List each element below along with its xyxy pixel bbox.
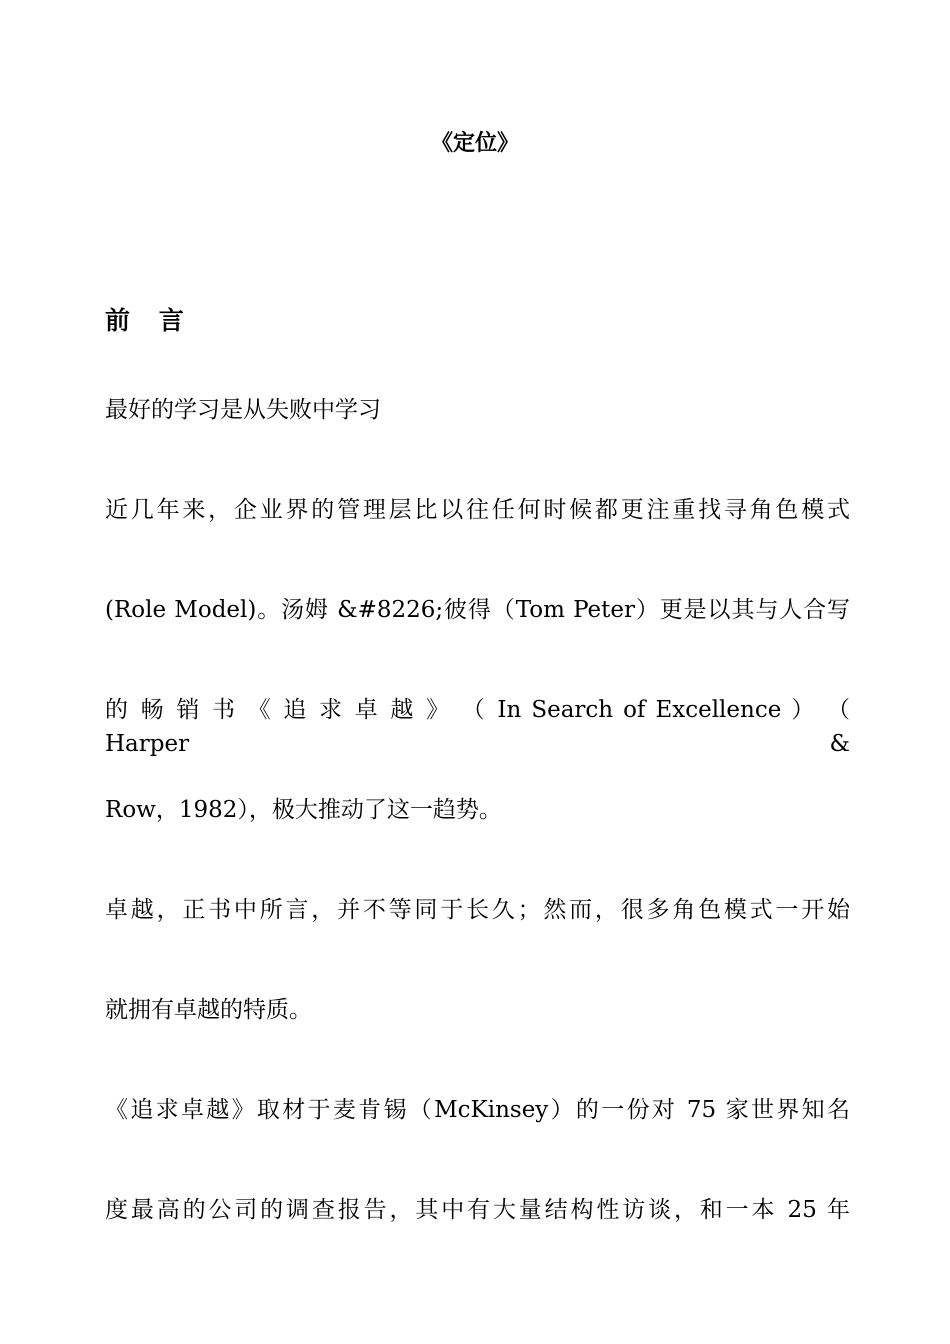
body-line: 度最高的公司的调查报告，其中有大量结构性访谈，和一本 25 年 <box>105 1197 850 1223</box>
body-line: Row，1982），极大推动了这一趋势。 <box>105 797 502 823</box>
document-title: 《定位》 <box>430 130 519 156</box>
body-line: 近几年来，企业界的管理层比以往任何时候都更注重找寻角色模式 <box>105 497 850 523</box>
body-line: 卓越，正书中所言，并不等同于长久；然而，很多角色模式一开始 <box>105 897 850 923</box>
body-line: (Role Model)。汤姆 &#8226;彼得（Tom Peter）更是以其与人合写 <box>105 597 850 623</box>
body-line: 《追求卓越》取材于麦肯锡（McKinsey）的一份对 75 家世界知名 <box>105 1097 850 1123</box>
body-text <box>105 393 850 1293</box>
body-line: 最好的学习是从失败中学习 <box>105 397 381 423</box>
section-heading: 前 言 <box>105 306 194 335</box>
body-line: 的 畅 销 书 《 追 求 卓 越 》 （ In Search of Excellence ） （ Harper & <box>105 697 850 757</box>
body-line: 就拥有卓越的特质。 <box>105 997 312 1023</box>
